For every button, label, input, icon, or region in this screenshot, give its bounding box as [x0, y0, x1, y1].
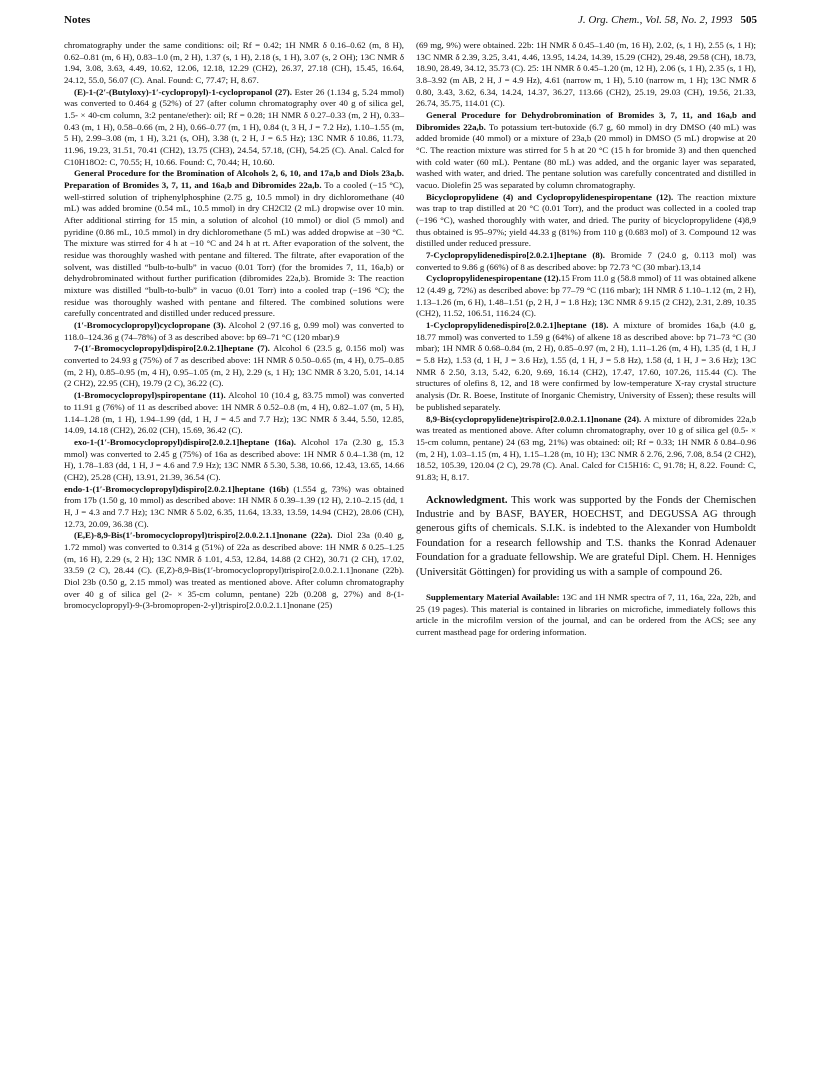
paragraph-text: Ester 26 (1.134 g, 5.24 mmol) was converted to 0.464 g (52%) of 27 (after column chromatography over 40 g of silica gel, 1.5- × 40-cm column, 3:2 pentane/ether): oil; Rf = 0.28; 1H NMR δ 0.27–0.33 (m, 2 H), 0.33–0.43 (m, 1 H), 0.58–0.66 (m, 2 H), 0.66–0.77 (m, 1 H), 0.84 (t, 3 H, J = 7.2 Hz), 1.10–1.55 (m, 5 H), 2.99–3.08 (m, 1 H), 3.21 (s, OH), 3.38 (t, 2 H, J = 6.5 Hz); 13C NMR δ 10.86, 11.73, 11.96, 19.23, 31.51, 70.41 (CH2), 13.75 (CH3), 24.54, 57.18, (CH), 54.25 (C). Anal. Calcd for C10H18O2: C, 70.55; H, 10.66. Found: C, 70.44; H, 10.60. [64, 86, 404, 167]
paragraph [64, 530, 404, 612]
page-number: 505 [740, 14, 757, 26]
paragraph-heading: Bicyclopropylidene (4) and Cyclopropylidenespiropentane (12). [426, 191, 674, 202]
paragraph [64, 320, 404, 343]
paragraph-heading: 1-Cyclopropylidenedispiro[2.0.2.1]heptane (18). [426, 320, 609, 331]
acknowledgment-heading: Acknowledgment. [426, 494, 508, 506]
paragraph-heading: exo-1-(1′-Bromocyclopropyl)dispiro[2.0.2.1]heptane (16a). [74, 436, 297, 447]
paragraph-heading: 8,9-Bis(cyclopropylidene)trispiro[2.0.0.2.1.1]nonane (24). [426, 413, 642, 424]
paragraph-heading: Cyclopropylidenespiropentane (12). [426, 273, 561, 284]
paragraph [64, 484, 404, 531]
paragraph-text: To potassium tert-butoxide (6.7 g, 60 mmol) in dry DMSO (40 mL) was added bromide (40 mmol) or a mixture of 23a,b (20 mmol) in DMSO (5 mL) dropwise at 20 °C. The reaction mixture was stirred for 5 h at 20 °C (15 h for bromide 3) and then quenched with cold water (60 mL). Pentane (80 mL) was added, and the organic layer was separated, washed with water, and dried. The pentane solution was carefully concentrated and distilled in vacuo. Diolefin 25 was separated by column chromatography. [416, 121, 756, 191]
paragraph [416, 40, 756, 110]
paragraph-text: Alcohol 10 (10.4 g, 83.75 mmol) was converted to 11.91 g (76%) of 11 as described above: 1H NMR δ 0.52–0.8 (m, 4 H), 0.82–1.07 (m, 5 H), 1.14–1.28 (m, 1 H), 1.94–1.99 (dd, 1 H, J = 4.5 and 7.7 Hz); 13C NMR δ 3.44, 5.50, 12.85, 14.09, 14.18 (CH2), 26.02 (CH), 15.69, 36.42 (C). [64, 390, 404, 436]
paragraph-heading: General Procedure for Dehydrobromination of Bromides 3, 7, 11, and 16a,b and Dibromides 22a,b. [416, 110, 756, 132]
supplementary-heading: Supplementary Material Available: [426, 591, 560, 602]
acknowledgment-text: This work was supported by the Fonds der Chemischen Industrie and by BASF, BAYER, HOECHST, and DEGUSSA AG through generous gifts of chemicals. S.I.K. is indebted to the Alexander von Humboldt Foundation for a research fellowship and T.S. thanks the Konrad Adenauer Foundation for a graduate fellowship. We are grateful Dipl. Chem. H. Henniges (Universität Göttingen) for providing us with a sample of compound 26. [416, 494, 756, 578]
paragraph-heading: (1′-Bromocyclopropyl)cyclopropane (3). [74, 320, 226, 331]
paragraph [64, 343, 404, 390]
left-column [64, 40, 404, 612]
supplementary-material [416, 592, 756, 639]
paragraph-text: A mixture of bromides 16a,b (4.0 g, 18.77 mmol) was converted to 1.59 g (64%) of alkene 18 as described above: bp 71–73 °C (30 mbar); 1H NMR δ 0.68–0.84 (m, 2 H), 0.85–0.97 (m, 2 H), 1.11–1.26 (m, 4 H), 1.35 (d, 1 H, J = 5.8 Hz), 1.53 (d, 1 H, J = 3.6 Hz), 1.55 (d, 1 H, J = 5.8 Hz), 1.58 (d, 1 H, J = 3.6 Hz); 13C NMR δ 2.50, 3.13, 5.42, 6.20, 9.69, 16.14 (CH2), 17.47, 17.60, 107.26, 115.44 (C). The structures of olefins 8, 12, and 18 were confirmed by low-temperature X-ray crystal structure analysis (Dr. R. Boese, Institute of Inorganic Chemistry, University of Essen); these results will be published separately. [416, 320, 756, 412]
paragraph [64, 87, 404, 169]
journal-citation: J. Org. Chem., Vol. 58, No. 2, 1993 [577, 14, 733, 26]
running-head-section: Notes [64, 14, 91, 26]
paragraph [64, 437, 404, 484]
paragraph [416, 273, 756, 320]
paragraph-heading: 7-(1′-Bromocyclopropyl)dispiro[2.0.2.1]heptane (7). [74, 343, 270, 354]
paragraph-heading: General Procedure for the Bromination of Alcohols 2, 6, 10, and 17a,b and Diols 23a,b. Preparation of Bromides 3, 7, 11, and 16a,b and Dibromides 22a,b. [64, 168, 404, 191]
right-column [416, 40, 756, 639]
paragraph [416, 250, 756, 273]
paragraph-heading: 7-Cyclopropylidenedispiro[2.0.2.1]heptane (8). [426, 250, 605, 261]
paragraph [416, 192, 756, 250]
acknowledgment [416, 494, 756, 580]
paragraph-text: chromatography under the same conditions: oil; Rf = 0.42; 1H NMR δ 0.16–0.62 (m, 8 H), 0.62–0.81 (m, 6 H), 0.83–1.0 (m, 2 H), 1.37 (s, 1 H), 2.18 (s, 1 H), 3.07 (s, 2 OH); 13C NMR δ 1.94, 3.08, 3.63, 4.49, 10.62, 12.06, 12.18, 12.29 (CH2), 26.37, 27.18 (CH), 15.45, 16.64, 24.12, 55.0, 56.07 (C). Anal. Found: C, 77.47; H, 8.67. [64, 40, 404, 86]
paragraph-text: To a cooled (−15 °C), well-stirred solution of triphenylphosphine (2.75 g, 10.5 mmol) in dry dichloromethane (40 mL) was added bromine (0.54 mL, 10.5 mmol) in dry CH2Cl2 (2 mL) dropwise over 10 min. After additional stirring for 15 min, a solution of alcohol (10 mmol) or diol (5 mmol) and pyridine (0.86 mL, 10.5 mmol) in dry dichloromethane (5 mL) was added dropwise at −30 °C. The mixture was stirred for 4 h at −10 °C and 24 h at rt. After evaporation of the solvent, the residue was thoroughly washed with pentane and filtered. The filtrate, after evaporation of the solvent, was distilled “bulb-to-bulb” in vacuo (0.01 Torr) (for the bromides 7, 11, 16a,b) or dehydrobrominated without further purification (dibromides 22a,b). Bromide 3: The reaction mixture was distilled “bulb-to-bulb” in vacuo (0.01 Torr) into a cooled trap (−196 °C); the residue was thoroughly washed with pentane and filtered. The combined solutions were carefully concentrated and distilled under reduced pressure. [64, 180, 404, 319]
paragraph-text: Alcohol 2 (97.16 g, 0.99 mol) was converted to 118.0–124.36 g (74–78%) of 3 as described above: bp 69–71 °C (120 mbar).9 [64, 320, 404, 342]
paragraph-heading: endo-1-(1′-Bromocyclopropyl)dispiro[2.0.2.1]heptane (16b) [64, 483, 289, 494]
paragraph [64, 40, 404, 87]
paragraph-text: 15 From 11.0 g (58.8 mmol) of 11 was obtained alkene 12 (4.49 g, 72%) as described above: bp 77–79 °C (116 mbar); 1H NMR δ 1.10–1.12 (m, 2 H), 1.13–1.26 (m, 6 H), 1.48–1.51 (p, 2 H, J = 1.8 Hz); 13C NMR δ 9.15 (2 CH2), 2.31, 2.89, 10.35 (CH2), 11.52, 106.51, 116.24 (C). [416, 273, 756, 319]
paragraph-heading: (1-Bromocyclopropyl)spiropentane (11). [74, 390, 226, 401]
paragraph [64, 168, 404, 320]
paragraph [416, 414, 756, 484]
paragraph [416, 110, 756, 192]
paragraph-heading: (E,E)-8,9-Bis(1′-bromocyclopropyl)trispiro[2.0.0.2.1.1]nonane (22a). [74, 530, 333, 541]
paragraph-text: A mixture of dibromides 22a,b was treated as mentioned above. After column chromatography, over 10 g of silica gel (0.5- × 15-cm column, pentane) 24 (63 mg, 21%) was obtained: oil; Rf = 0.33; 1H NMR δ 0.84–0.96 (m, 2 H), 1.03–1.15 (m, 4 H), 1.15–1.28 (m, 10 H); 13C NMR δ 2.76, 2.96, 7.08, 8.54 (2 CH2), 18.52, 105.39, 120.04 (2 C), 29.78 (C). Anal. Calcd for C15H16: C, 91.78; H, 8.22. Found: C, 91.83; H, 8.17. [416, 413, 757, 482]
paragraph-text: Bromide 7 (24.0 g, 0.113 mol) was converted to 9.86 g (66%) of 8 as described above: bp 72.73 °C (30 mbar).13,14 [416, 250, 757, 272]
paragraph-text: (1.554 g, 73%) was obtained from 17b (1.50 g, 10 mmol) as described above: 1H NMR δ 0.39–1.39 (12 H), 2.10–2.15 (dd, 1 H, J = 4.3 and 7.7 Hz); 13C NMR δ 5.02, 6.35, 11.64, 13.33, 13.59, 14.94 (CH2), 28.06 (CH), 12.73, 20.09, 36.38 (C). [64, 483, 404, 529]
paragraph-text: (69 mg, 9%) were obtained. 22b: 1H NMR δ 0.45–1.40 (m, 16 H), 2.02, (s, 1 H), 2.55 (s, 1 H); 13C NMR δ 2.39, 3.25, 3.41, 4.46, 13.95, 14.24, 14.39, 15.29 (CH2), 29.48, 29.58 (CH), 18.73, 18.90, 28.49, 34.12, 35.73 (C). 25: 1H NMR δ 0.45–1.20 (m, 12 H), 2.06 (s, 1 H), 2.35 (s, 1 H), 3.8–3.92 (m AB, 2 H, J = 4.9 Hz), 4.61 (narrow m, 1 H), 5.10 (narrow m, 1 H); 13C NMR δ 0.80, 3.43, 3.62, 6.34, 14.24, 14.37, 36.27, 113.66 (CH2), 25.19, 29.03 (CH), 19.56, 21.33, 26.74, 35.75, 114.01 (C). [416, 40, 756, 109]
paragraph-heading: (E)-1-(2′-(Butyloxy)-1′-cyclopropyl)-1-cyclopropanol (27). [74, 86, 292, 97]
paragraph [64, 390, 404, 437]
paragraph-text: Alcohol 17a (2.30 g, 15.3 mmol) was converted to 2.45 g (75%) of 16a as described above: 1H NMR δ 0.4–1.38 (m, 12 H), 1.78–1.83 (dd, 1 H, J = 4.6 and 7.9 Hz); 13C NMR δ 5.30, 5.38, 10.66, 12.43, 13.65, 14.66 (CH2), 25.28 (CH), 13.91, 21.39, 36.54 (C). [64, 436, 404, 482]
running-head-journal [578, 14, 757, 26]
supplementary-text: 13C and 1H NMR spectra of 7, 11, 16a, 22a, 22b, and 25 (19 pages). This material is contained in libraries on microfiche, immediately follows this article in the microfilm version of the journal, and can be ordered from the ACS; see any current masthead page for ordering information. [416, 591, 756, 637]
paragraph [416, 320, 756, 413]
paragraph-text: The reaction mixture was trap to trap distilled at 20 °C (0.01 Torr), and the product was collected in a cooled trap (−196 °C), washed thoroughly with water, and dried. The purity of bicyclopropylidene (4)8,9 thus obtained is 95–97%; yield 44.33 g (81%) from 110 g (0.683 mol) of 3. Compound 12 was distilled under reduced pressure. [416, 191, 756, 249]
paragraph-text: Diol 23a (0.40 g, 1.72 mmol) was converted to 0.314 g (51%) of 22a as described above: 1H NMR δ 0.25–1.25 (m, 16 H), 2.29 (s, 2 H); 13C NMR δ 1.01, 4.53, 12.84, 14.88 (2 CH2), 30.71 (2 CH), 17.02, 33.59 (2 C), 28.44 (C). (E,Z)-8,9-Bis(1′-bromocyclopropyl)trispiro[2.0.0.2.1.1]nonane (22b). Diol 23b (0.50 g, 2.15 mmol) was treated as mentioned above. After column chromatography over 40 g of silica gel (2- × 35-cm column, pentane) 22b (0.208 g, 27%) and 8-(1-bromocyclopropyl)-9-(3-bromopropen-2-yl)trispiro[2.0.0.2.1.1]nonane (25) [64, 530, 404, 611]
paragraph-text: Alcohol 6 (23.5 g, 0.156 mol) was converted to 24.93 g (75%) of 7 as described above: 1H NMR δ 0.50–0.65 (m, 4 H), 0.75–0.85 (m, 2 H), 0.85–0.95 (m, 4 H), 0.95–1.05 (m, 2 H), 2.29 (s, 1 H); 13C NMR δ 3.20, 5.01, 14.14 (2 CH2), 22.95 (CH), 19.79 (2 C), 36.22 (C). [64, 343, 404, 389]
